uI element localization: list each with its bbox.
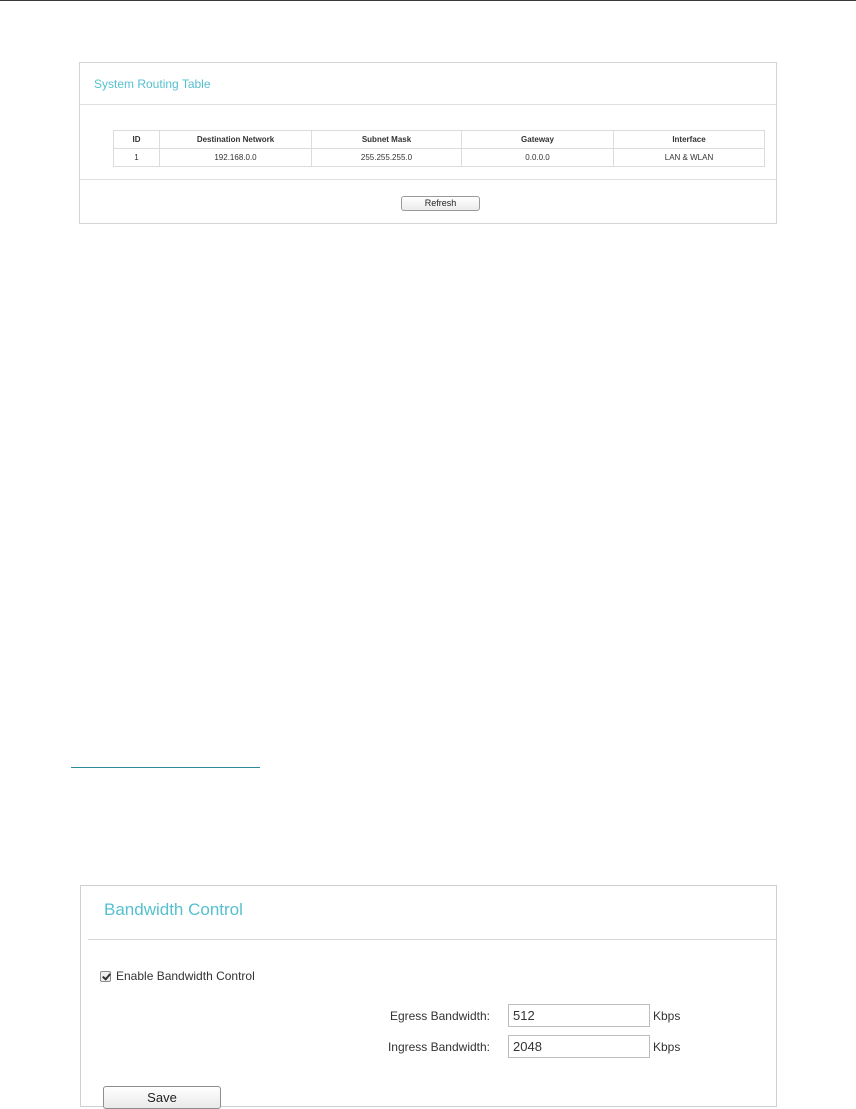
bandwidth-panel-divider <box>88 939 777 940</box>
column-header-destination-network: Destination Network <box>160 131 312 149</box>
save-button[interactable]: Save <box>103 1086 221 1109</box>
column-header-subnet-mask: Subnet Mask <box>312 131 462 149</box>
system-routing-table-panel <box>79 62 777 224</box>
column-header-interface: Interface <box>614 131 765 149</box>
bandwidth-control-panel <box>80 885 777 1107</box>
cell-destination-network: 192.168.0.0 <box>160 149 312 167</box>
egress-bandwidth-unit: Kbps <box>653 1008 681 1023</box>
routing-table <box>113 130 765 167</box>
page-top-rule <box>0 0 856 1</box>
bandwidth-panel-title: Bandwidth Control <box>104 900 243 919</box>
section-underline <box>71 767 260 768</box>
ingress-bandwidth-input[interactable] <box>508 1035 650 1058</box>
ingress-bandwidth-label: Ingress Bandwidth: <box>387 1039 490 1054</box>
ingress-bandwidth-unit: Kbps <box>653 1039 681 1054</box>
refresh-button[interactable]: Refresh <box>401 196 480 211</box>
egress-bandwidth-row <box>321 1004 680 1027</box>
routing-panel-title: System Routing Table <box>94 77 211 91</box>
egress-bandwidth-label: Egress Bandwidth: <box>389 1008 490 1023</box>
cell-id: 1 <box>114 149 160 167</box>
cell-gateway: 0.0.0.0 <box>462 149 614 167</box>
routing-table-header-row <box>114 131 765 149</box>
ingress-bandwidth-row <box>321 1035 680 1058</box>
cell-interface: LAN & WLAN <box>614 149 765 167</box>
table-row <box>114 149 765 167</box>
egress-bandwidth-input[interactable] <box>508 1004 650 1027</box>
column-header-id: ID <box>114 131 160 149</box>
enable-bandwidth-control-label[interactable]: Enable Bandwidth Control <box>116 969 255 983</box>
column-header-gateway: Gateway <box>462 131 614 149</box>
cell-subnet-mask: 255.255.255.0 <box>312 149 462 167</box>
enable-bandwidth-control-row[interactable] <box>100 968 255 984</box>
checkmark-icon[interactable] <box>100 971 111 982</box>
routing-panel-divider-bottom <box>80 179 776 180</box>
routing-panel-divider-top <box>80 104 776 105</box>
